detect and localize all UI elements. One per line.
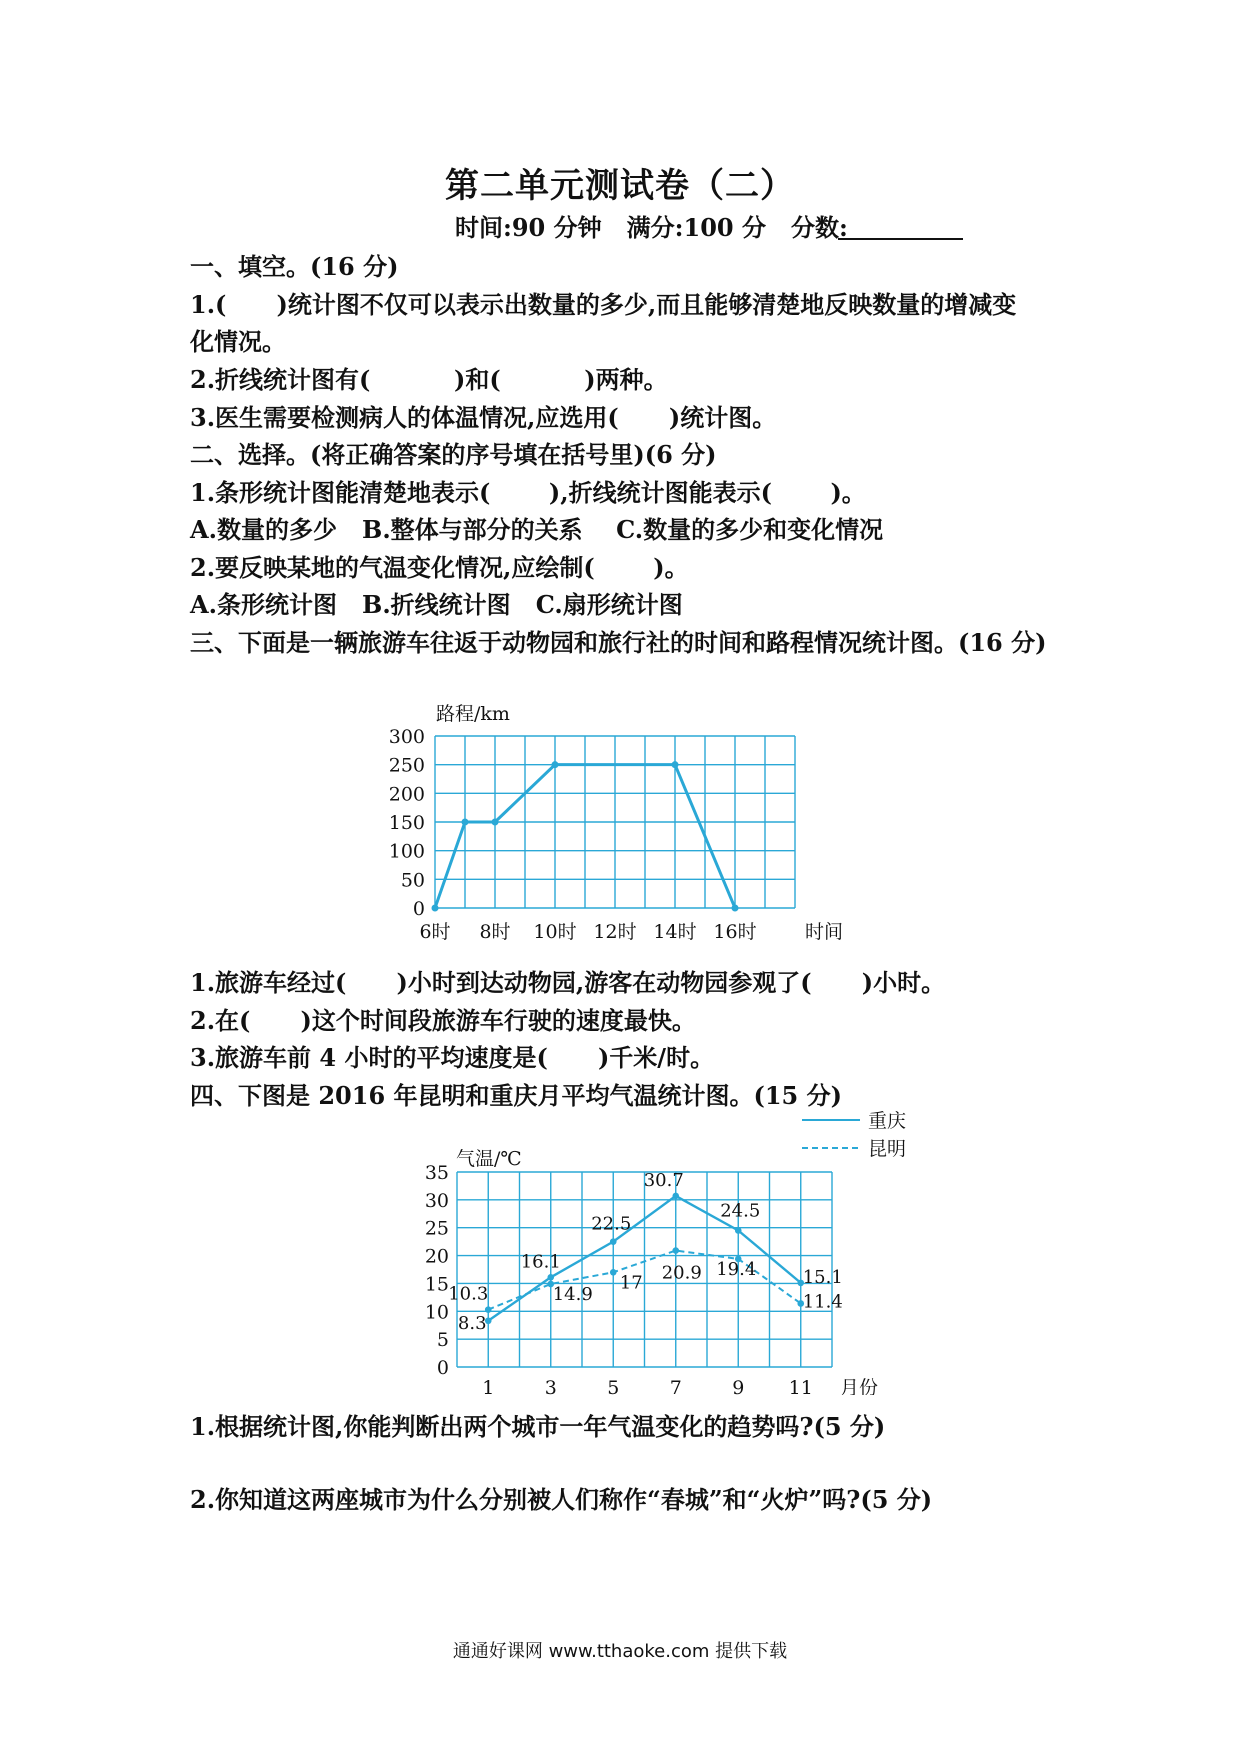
y-tick-label: 150 [388,812,425,834]
section-3-heading: 三、下面是一辆旅游车往返于动物园和旅行社的时间和路程情况统计图。(16 分) [190,628,1047,657]
question-2-2: 2.要反映某地的气温变化情况,应绘制( )。 [190,553,689,582]
question-1-2: 2.折线统计图有( )和( )两种。 [190,365,668,394]
question-3-1: 1.旅游车经过( )小时到达动物园,游客在动物园参观了( )小时。 [190,968,946,997]
x-tick-label: 12时 [593,921,637,943]
data-label: 15.1 [802,1266,843,1288]
question-2-2-options: A.条形统计图 B.折线统计图 C.扇形统计图 [190,590,683,619]
page-title: 第二单元测试卷（二） [445,166,795,206]
data-label: 8.3 [457,1312,487,1334]
data-label: 11.4 [802,1291,843,1313]
data-point [462,819,469,826]
y-tick-label: 15 [424,1273,449,1296]
data-label: 30.7 [643,1169,684,1191]
exam-info: 时间:90 分钟 满分:100 分 分数: [455,213,848,242]
data-point [610,1238,617,1245]
footer-source: 通通好课网 www.tthaoke.com 提供下载 [452,1641,788,1662]
data-point [672,1193,679,1200]
y-tick-label: 300 [388,726,425,748]
question-2-1: 1.条形统计图能清楚地表示( ),折线统计图能表示( )。 [190,478,866,507]
question-1-3: 3.医生需要检测病人的体温情况,应选用( )统计图。 [190,403,777,432]
y-tick-label: 30 [424,1189,449,1212]
y-tick-label: 100 [388,840,425,863]
question-2-1-options: A.数量的多少 B.整体与部分的关系 C.数量的多少和变化情况 [190,515,884,544]
y-tick-label: 10 [424,1301,449,1324]
data-point [672,1247,679,1254]
data-point [610,1269,617,1276]
temperature-chart [420,1105,940,1395]
y-tick-label: 250 [388,754,425,777]
question-1-1-cont: 化情况。 [190,327,286,356]
y-tick-label: 35 [424,1162,449,1184]
data-label: 24.5 [720,1200,761,1222]
section-1-heading: 一、填空。(16 分) [190,252,399,281]
data-label: 22.5 [591,1213,632,1235]
data-label: 20.9 [661,1262,702,1284]
x-tick-label: 11 [788,1377,813,1395]
data-point [432,905,439,912]
x-tick-label: 3 [544,1377,557,1395]
data-point [732,905,739,912]
y-axis-label: 气温/℃ [456,1148,522,1170]
data-point [672,761,679,768]
data-label: 16.1 [520,1251,561,1273]
x-tick-label: 1 [482,1377,495,1395]
data-point [485,1306,492,1313]
y-tick-label: 0 [412,898,425,920]
distance-chart [380,690,870,950]
x-tick-label: 8时 [479,921,511,943]
question-1-1: 1.( )统计图不仅可以表示出数量的多少,而且能够清楚地反映数量的增减变 [190,290,1017,319]
data-label: 17 [619,1272,643,1294]
section-4-heading: 四、下图是 2016 年昆明和重庆月平均气温统计图。(15 分) [190,1081,842,1110]
data-point [492,819,499,826]
y-tick-label: 25 [424,1217,449,1240]
data-point [552,761,559,768]
x-tick-label: 10时 [533,921,577,943]
x-tick-label: 6时 [419,921,451,943]
y-tick-label: 5 [436,1329,449,1352]
x-axis-label: 时间 [805,921,844,943]
data-point [735,1227,742,1234]
x-tick-label: 16时 [713,921,757,943]
question-4-1: 1.根据统计图,你能判断出两个城市一年气温变化的趋势吗?(5 分) [190,1412,886,1441]
data-label: 10.3 [448,1283,489,1305]
question-4-2: 2.你知道这两座城市为什么分别被人们称作“春城”和“火炉”吗?(5 分) [190,1485,933,1514]
x-tick-label: 7 [669,1377,682,1395]
y-tick-label: 20 [424,1245,449,1268]
question-3-3: 3.旅游车前 4 小时的平均速度是( )千米/时。 [190,1043,715,1072]
x-tick-label: 5 [607,1377,620,1395]
section-2-heading: 二、选择。(将正确答案的序号填在括号里)(6 分) [190,440,717,469]
data-label: 14.9 [552,1283,593,1305]
question-3-2: 2.在( )这个时间段旅游车行驶的速度最快。 [190,1006,696,1035]
y-axis-label: 路程/km [436,703,510,725]
y-tick-label: 200 [388,783,425,806]
score-blank[interactable] [838,238,963,240]
data-label: 19.4 [716,1258,757,1280]
x-tick-label: 14时 [653,921,697,943]
x-tick-label: 9 [732,1377,745,1395]
legend-label-kunming: 昆明 [868,1138,907,1160]
data-point [547,1274,554,1281]
y-tick-label: 0 [436,1357,449,1379]
legend-label-chongqing: 重庆 [868,1110,907,1132]
y-tick-label: 50 [400,869,425,892]
x-axis-label: 月份 [840,1377,879,1395]
